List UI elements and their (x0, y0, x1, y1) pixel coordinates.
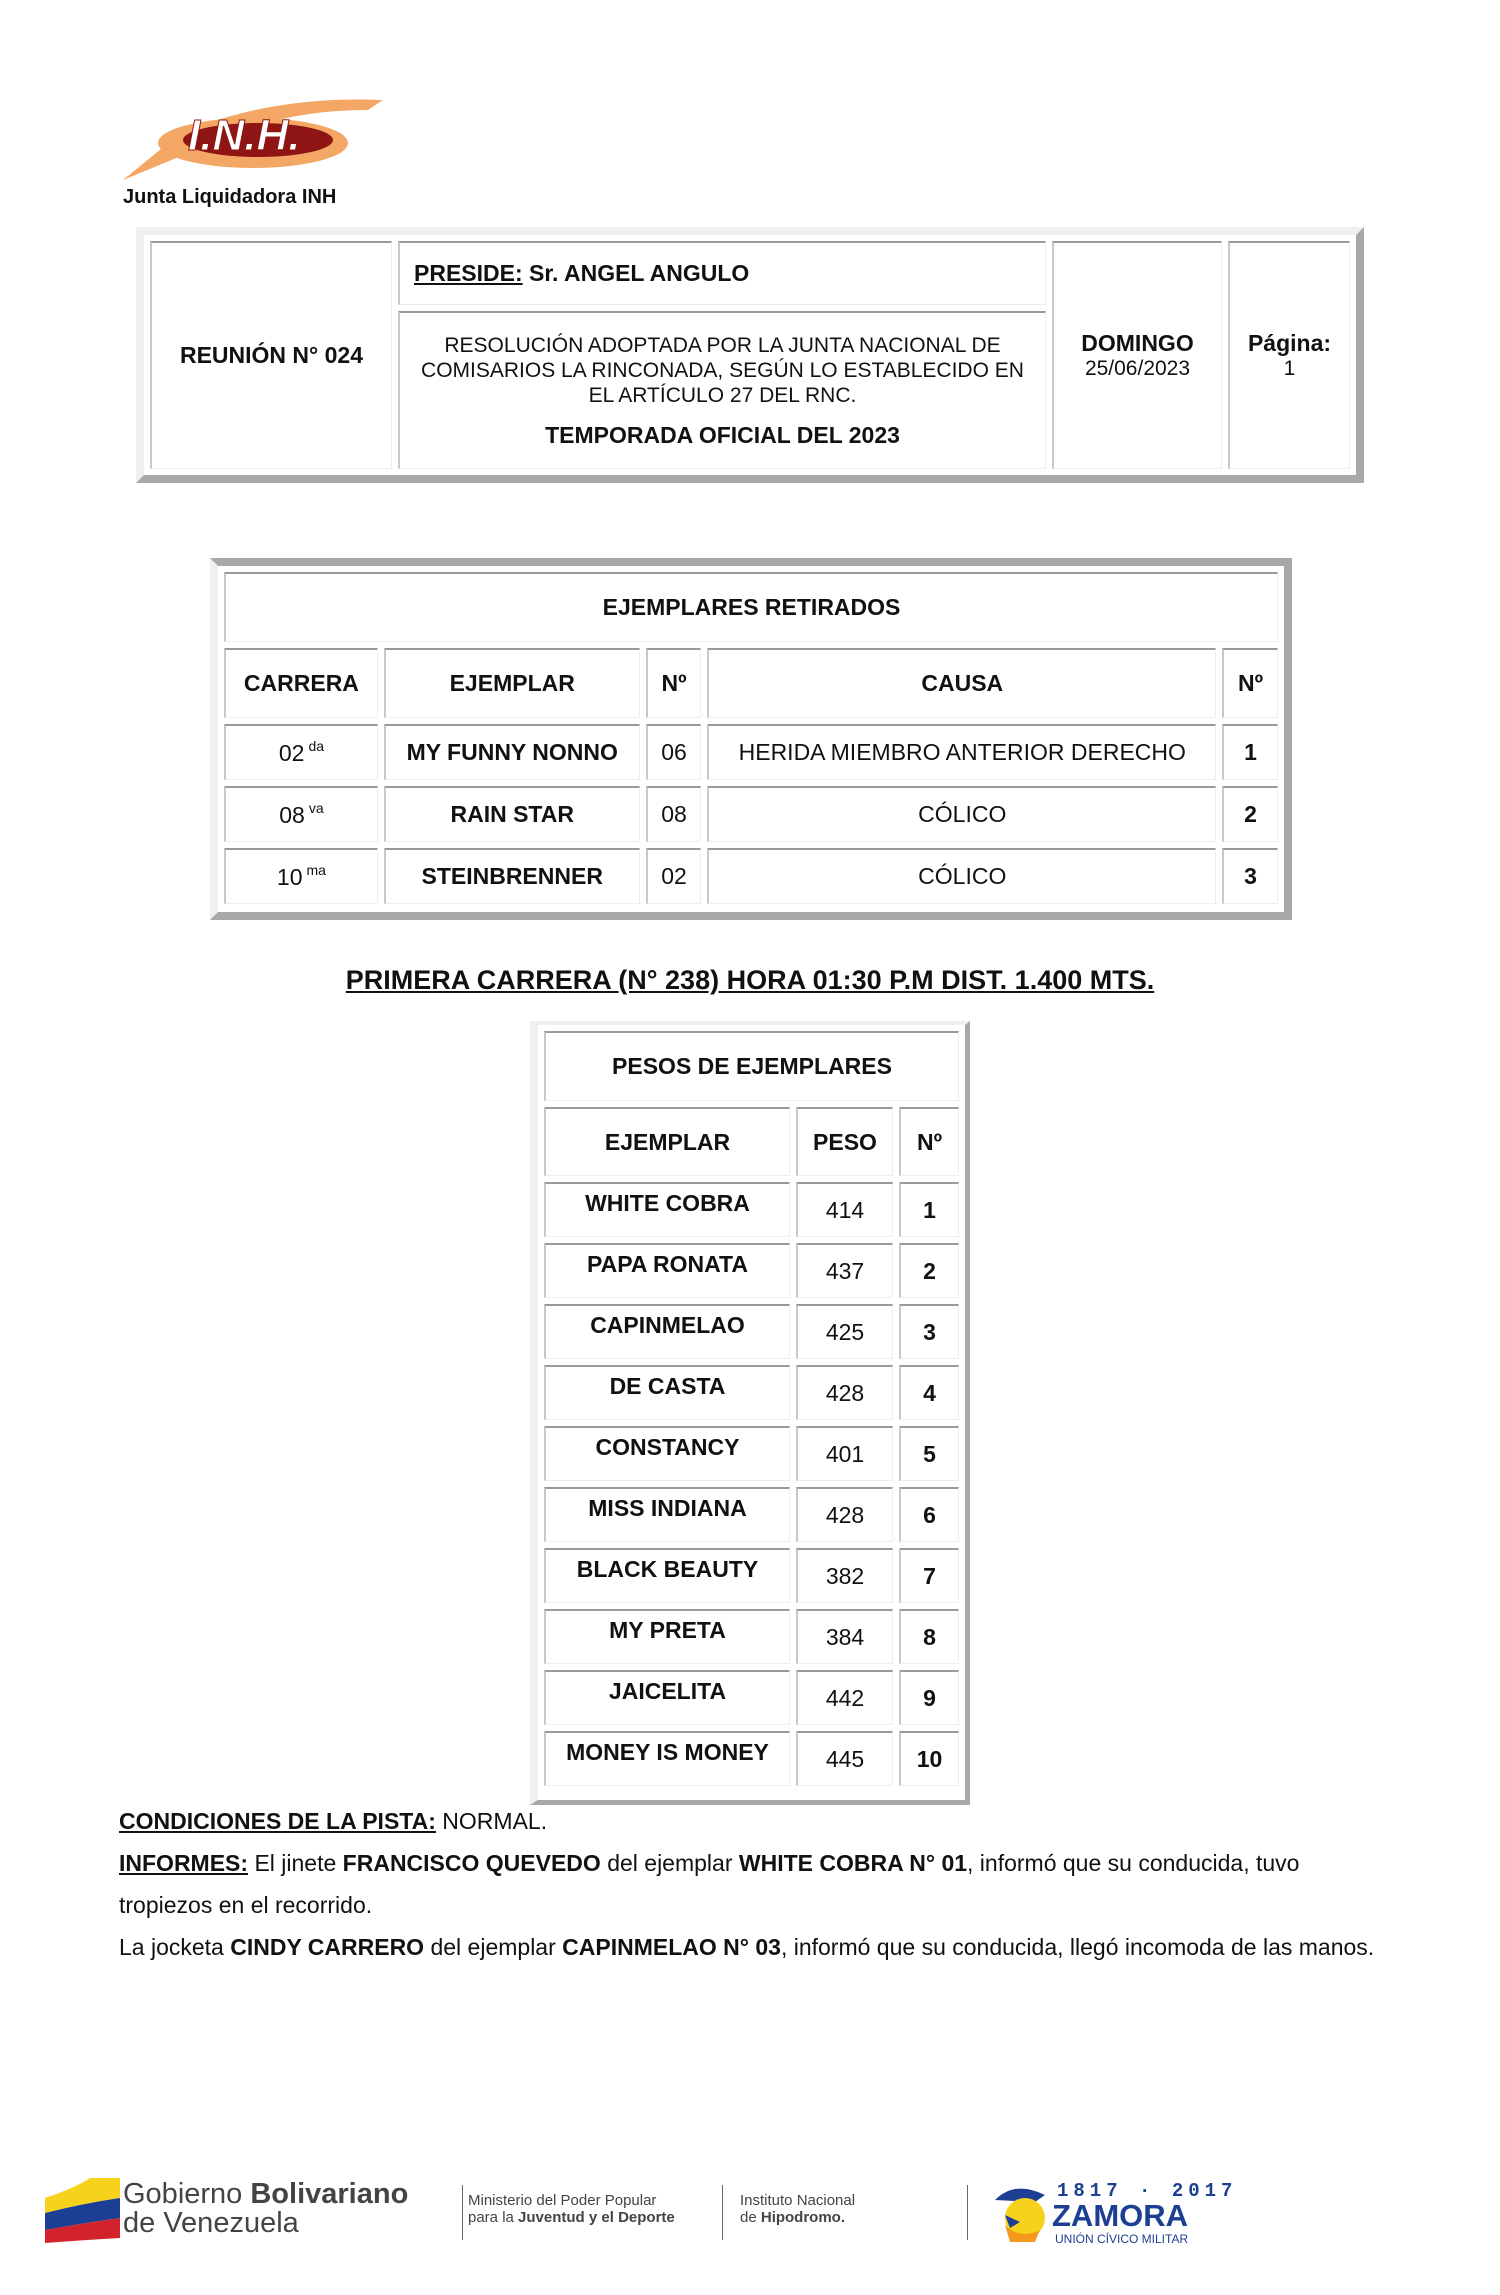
inh-logo-icon (118, 95, 388, 185)
table-row (224, 786, 1278, 842)
order: 3 (1222, 848, 1278, 904)
conditions-label: CONDICIONES DE LA PISTA: (119, 1808, 436, 1834)
informe-2 (119, 1926, 1389, 1968)
horse-number: 4 (899, 1365, 959, 1420)
header-box (136, 227, 1364, 483)
carrera-suffix: ma (306, 862, 326, 878)
horse-name: BLACK BEAUTY (544, 1548, 790, 1603)
venezuela-flag-icon (45, 2178, 120, 2243)
jockey-name: FRANCISCO QUEVEDO (342, 1850, 601, 1876)
horse-number: 10 (899, 1731, 959, 1786)
resolution-text: RESOLUCIÓN ADOPTADA POR LA JUNTA NACIONAL DE COMISARIOS LA RINCONADA, SEGÚN LO ESTABLECIDO EN EL ARTÍCULO 27 DEL RNC. (421, 333, 1024, 407)
weight: 382 (796, 1548, 893, 1603)
horse-name: WHITE COBRA N° 01 (738, 1850, 968, 1876)
table-row (544, 1670, 959, 1725)
causa: CÓLICO (707, 848, 1216, 904)
col-ejemplar: EJEMPLAR (384, 648, 640, 718)
horse-number: 8 (899, 1609, 959, 1664)
meeting-number: REUNIÓN N° 024 (150, 241, 392, 469)
horse-name: DE CASTA (544, 1365, 790, 1420)
num: 06 (646, 724, 702, 780)
date-cell (1052, 241, 1222, 469)
weights-table (530, 1021, 970, 1805)
preside-label: PRESIDE: (414, 260, 523, 286)
col-num: Nº (646, 648, 702, 718)
weight: 414 (796, 1182, 893, 1237)
horse-number: 1 (899, 1182, 959, 1237)
text: del ejemplar (600, 1850, 739, 1876)
horse-name: WHITE COBRA (544, 1182, 790, 1237)
carrera: 08 (279, 802, 305, 828)
weight: 425 (796, 1304, 893, 1359)
horse-name: CONSTANCY (544, 1426, 790, 1481)
ejemplar: MY FUNNY NONNO (384, 724, 640, 780)
preside-name: Sr. ANGEL ANGULO (529, 260, 750, 286)
track-conditions (119, 1800, 1389, 1842)
zamora-years: 1817 · 2017 (1057, 2180, 1238, 2202)
horse-number: 6 (899, 1487, 959, 1542)
carrera-suffix: da (308, 738, 325, 754)
horse-name: MONEY IS MONEY (544, 1731, 790, 1786)
conditions-value: NORMAL. (442, 1808, 548, 1834)
col-causa: CAUSA (707, 648, 1216, 718)
season: TEMPORADA OFICIAL DEL 2023 (545, 421, 900, 448)
page-cell (1228, 241, 1350, 469)
weight: 445 (796, 1731, 893, 1786)
text: , informó que su conducida, tuvo tropiezos en el recorrido. (119, 1850, 1300, 1918)
ministry-text-bold: Juventud y el Deporte (518, 2209, 675, 2226)
day: DOMINGO (1081, 330, 1194, 356)
num: 08 (646, 786, 702, 842)
table-row (224, 724, 1278, 780)
col-order: Nº (1222, 648, 1278, 718)
horse-number: 5 (899, 1426, 959, 1481)
zamora-portrait-icon (985, 2180, 1055, 2245)
retired-title: EJEMPLARES RETIRADOS (224, 572, 1278, 642)
horse-name: PAPA RONATA (544, 1243, 790, 1298)
ejemplar: RAIN STAR (384, 786, 640, 842)
horse-name: JAICELITA (544, 1670, 790, 1725)
informes-label: INFORMES: (119, 1850, 249, 1876)
horse-name: CAPINMELAO N° 03 (562, 1934, 781, 1960)
race-title: PRIMERA CARRERA (N° 238) HORA 01:30 P.M DIST. 1.400 MTS. (345, 965, 1155, 995)
order: 2 (1222, 786, 1278, 842)
horse-name: MY PRETA (544, 1609, 790, 1664)
weight: 401 (796, 1426, 893, 1481)
horse-number: 9 (899, 1670, 959, 1725)
weight: 384 (796, 1609, 893, 1664)
horse-number: 3 (899, 1304, 959, 1359)
table-row (544, 1548, 959, 1603)
carrera-suffix: va (308, 800, 324, 816)
weights-title: PESOS DE EJEMPLARES (544, 1031, 959, 1101)
text: El jinete (254, 1850, 343, 1876)
table-row (544, 1731, 959, 1786)
retired-table (210, 558, 1292, 920)
carrera: 02 (278, 740, 305, 766)
gov-text-2: de Venezuela (123, 2207, 299, 2239)
causa: CÓLICO (707, 786, 1216, 842)
gov-text: Gobierno (123, 2178, 251, 2210)
ejemplar: STEINBRENNER (384, 848, 640, 904)
institute-text-bold: Hipodromo. (760, 2209, 846, 2226)
date: 25/06/2023 (1084, 357, 1191, 380)
text: La jocketa (119, 1934, 231, 1960)
col-peso: PESO (796, 1107, 893, 1176)
weight: 428 (796, 1487, 893, 1542)
text: del ejemplar (424, 1934, 563, 1960)
col-num: Nº (899, 1107, 959, 1176)
table-row (544, 1182, 959, 1237)
order: 1 (1222, 724, 1278, 780)
table-row (544, 1304, 959, 1359)
page-number: 1 (1283, 357, 1296, 380)
col-carrera: CARRERA (224, 648, 378, 718)
jockey-name: CINDY CARRERO (230, 1934, 425, 1960)
zamora-subtitle: UNIÓN CÍVICO MILITAR (1055, 2232, 1189, 2246)
footer (0, 2170, 1500, 2250)
logo-caption: Junta Liquidadora INH (123, 186, 337, 208)
informe-1 (119, 1842, 1389, 1926)
table-row (544, 1243, 959, 1298)
inh-logo (118, 95, 388, 185)
num: 02 (646, 848, 702, 904)
text: , informó que su conducida, llegó incomoda de las manos. (780, 1934, 1375, 1960)
horse-name: MISS INDIANA (544, 1487, 790, 1542)
institute-text-2: de (740, 2209, 761, 2226)
weight: 437 (796, 1243, 893, 1298)
weight: 442 (796, 1670, 893, 1725)
causa: HERIDA MIEMBRO ANTERIOR DERECHO (707, 724, 1216, 780)
horse-number: 2 (899, 1243, 959, 1298)
horse-number: 7 (899, 1548, 959, 1603)
zamora-text: ZAMORA (1052, 2198, 1189, 2233)
table-row (544, 1365, 959, 1420)
table-row (544, 1487, 959, 1542)
preside (398, 241, 1046, 305)
page-label: Página: (1247, 330, 1332, 356)
ministry-text-2: para la (468, 2209, 519, 2226)
weight: 428 (796, 1365, 893, 1420)
svg-text:I.N.H.: I.N.H. (188, 111, 301, 160)
table-row (544, 1609, 959, 1664)
horse-name: CAPINMELAO (544, 1304, 790, 1359)
carrera: 10 (276, 864, 303, 890)
ministry-text: Ministerio del Poder Popular (468, 2192, 657, 2209)
table-row (544, 1426, 959, 1481)
institute-text: Instituto Nacional (740, 2192, 856, 2209)
table-row (224, 848, 1278, 904)
gov-text-bold: Bolivariano (250, 2178, 409, 2210)
report-text (119, 1800, 1389, 1968)
col-ejemplar: EJEMPLAR (544, 1107, 790, 1176)
